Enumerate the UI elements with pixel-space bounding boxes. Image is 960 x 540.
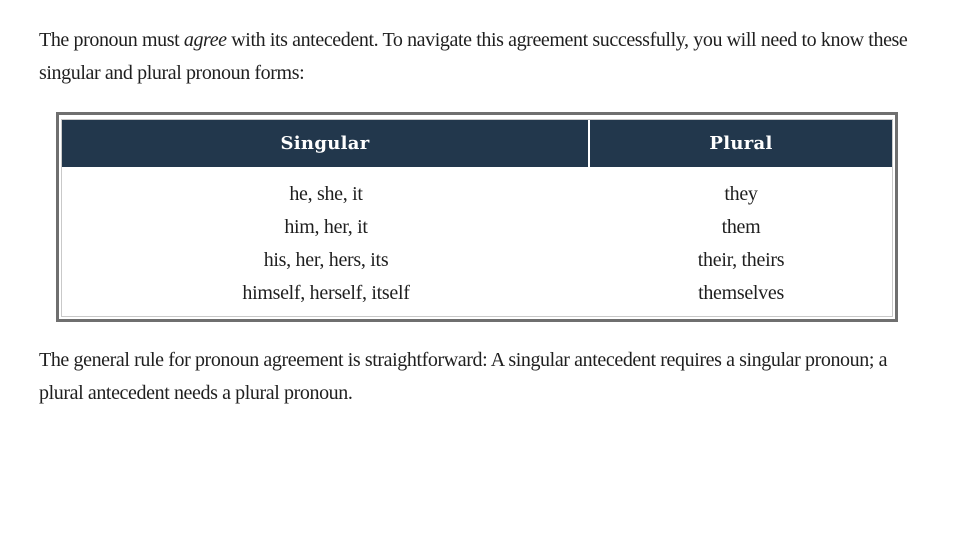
header-singular: Singular [62,120,590,167]
table-header-row [62,120,892,167]
plural-cell-reflexive: themselves [698,282,784,304]
singular-column [62,167,590,316]
table-body [62,167,892,316]
header-plural: Plural [709,133,773,154]
singular-cell-object: him, her, it [284,216,368,238]
plural-cell-subject: they [724,183,758,205]
rule-paragraph: The general rule for pronoun agreement is straightforward: A singular antecedent requires a singular pronoun; a plural antecedent needs a plural pronoun. [39,349,888,404]
singular-cell-subject: he, she, it [289,183,363,205]
pronoun-table-inner [61,119,893,317]
singular-cell-reflexive: himself, herself, itself [242,282,410,304]
intro-text-start: The pronoun must [39,29,184,51]
intro-paragraph [39,24,929,90]
plural-column [590,167,892,316]
intro-text-end: with its antecedent. To navigate this agreement successfully, you will need to know these singular and plural pronoun forms: [39,29,908,84]
pronoun-table [56,112,898,322]
singular-cell-possessive: his, her, hers, its [263,249,389,271]
plural-cell-possessive: their, theirs [697,249,785,271]
intro-emphasis: agree [183,29,227,51]
plural-cell-object: them [721,216,761,238]
